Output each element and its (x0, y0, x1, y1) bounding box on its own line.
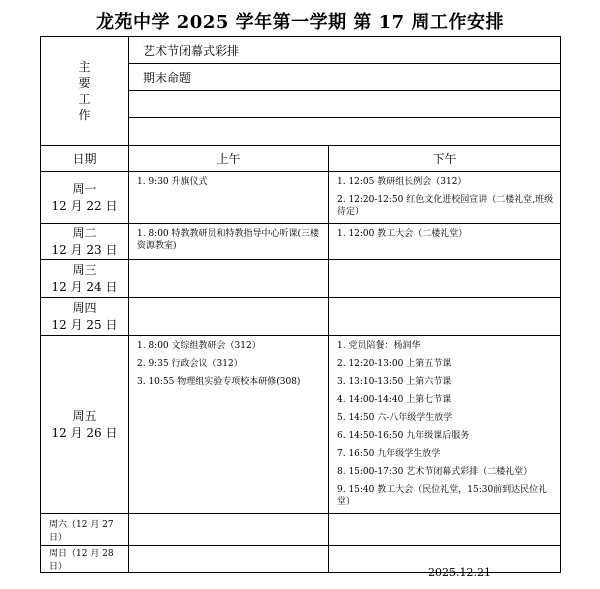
day-label (41, 172, 129, 224)
day-date: 12 月 22 日 (51, 198, 118, 213)
day-name: 周五 (72, 408, 97, 423)
pm-cell (329, 224, 561, 260)
day-name: 周二 (72, 225, 97, 240)
day-name: 周三 (72, 262, 97, 277)
am-cell (129, 172, 329, 224)
am-column-header: 上午 (129, 146, 329, 172)
footer-date: 2025.12.21 (428, 566, 491, 579)
day-date: 12 月 24 日 (51, 279, 118, 294)
schedule-item: 3. 13:10-13:50 上第六节课 (337, 377, 452, 387)
schedule-item: 9. 15:40 教工大会（民位礼堂，15:30前到达民位礼堂） (337, 485, 548, 507)
day-date: 12 月 23 日 (51, 242, 118, 257)
schedule-item: 5. 14:50 六-八年级学生放学 (337, 413, 453, 423)
schedule-item: 1. 12:00 教工大会（二楼礼堂） (337, 229, 468, 239)
schedule-item: 2. 12:20-13:00 上第五节课 (337, 359, 452, 369)
main-work-label-char: 作 (78, 108, 91, 122)
day-name: 周一 (72, 181, 97, 196)
schedule-item: 1. 党员陪餐：杨润华 (337, 341, 421, 351)
weekend-label: 周六（12 月 27 日） (41, 514, 129, 546)
day-label (41, 298, 129, 336)
main-work-label-char: 主 (78, 60, 91, 74)
schedule-item: 6. 14:50-16:50 九年级课后服务 (337, 431, 470, 441)
main-work-item (129, 91, 561, 118)
pm-cell (329, 514, 561, 546)
page-title: 龙苑中学 2025 学年第一学期 第 17 周工作安排 (96, 12, 504, 33)
main-work-label-char: 工 (78, 92, 91, 106)
pm-cell (329, 298, 561, 336)
am-cell (129, 546, 329, 573)
main-work-item: 期末命题 (129, 64, 561, 91)
pm-cell (329, 172, 561, 224)
schedule-item: 8. 15:00-17:30 艺术节闭幕式彩排（二楼礼堂） (337, 467, 533, 477)
schedule-item: 1. 12:05 教研组长例会（312） (337, 177, 467, 187)
day-label (41, 224, 129, 260)
main-work-item (129, 118, 561, 146)
main-work-item: 艺术节闭幕式彩排 (129, 37, 561, 64)
weekend-label: 周日（12 月 28 日） (41, 546, 129, 573)
am-cell (129, 298, 329, 336)
schedule-item: 7. 16:50 九年级学生放学 (337, 449, 441, 459)
schedule-item: 2. 9:35 行政会议（312） (137, 359, 243, 369)
day-name: 周四 (72, 300, 97, 315)
day-date: 12 月 26 日 (51, 425, 118, 440)
am-cell (129, 514, 329, 546)
pm-cell (329, 336, 561, 514)
pm-cell (329, 260, 561, 298)
main-work-label-char: 要 (78, 76, 91, 90)
schedule-item: 1. 8:00 特教教研员和特教指导中心听课(三楼资源教室) (137, 229, 320, 251)
pm-column-header: 下午 (329, 146, 561, 172)
schedule-item: 1. 9:30 升旗仪式 (137, 177, 208, 187)
am-cell (129, 224, 329, 260)
schedule-item: 1. 8:00 文综组教研会（312） (137, 341, 261, 351)
day-date: 12 月 25 日 (51, 317, 118, 332)
date-column-header: 日期 (41, 146, 129, 172)
schedule-item: 2. 12:20-12:50 红色文化进校园宣讲（二楼礼堂,班级待定） (337, 195, 554, 217)
main-work-label (41, 37, 129, 146)
schedule-item: 4. 14:00-14:40 上第七节课 (337, 395, 452, 405)
schedule-table (40, 36, 561, 573)
am-cell (129, 336, 329, 514)
am-cell (129, 260, 329, 298)
day-label (41, 260, 129, 298)
day-label (41, 336, 129, 514)
schedule-item: 3. 10:55 物理组实验专项校本研修(308) (137, 377, 301, 387)
